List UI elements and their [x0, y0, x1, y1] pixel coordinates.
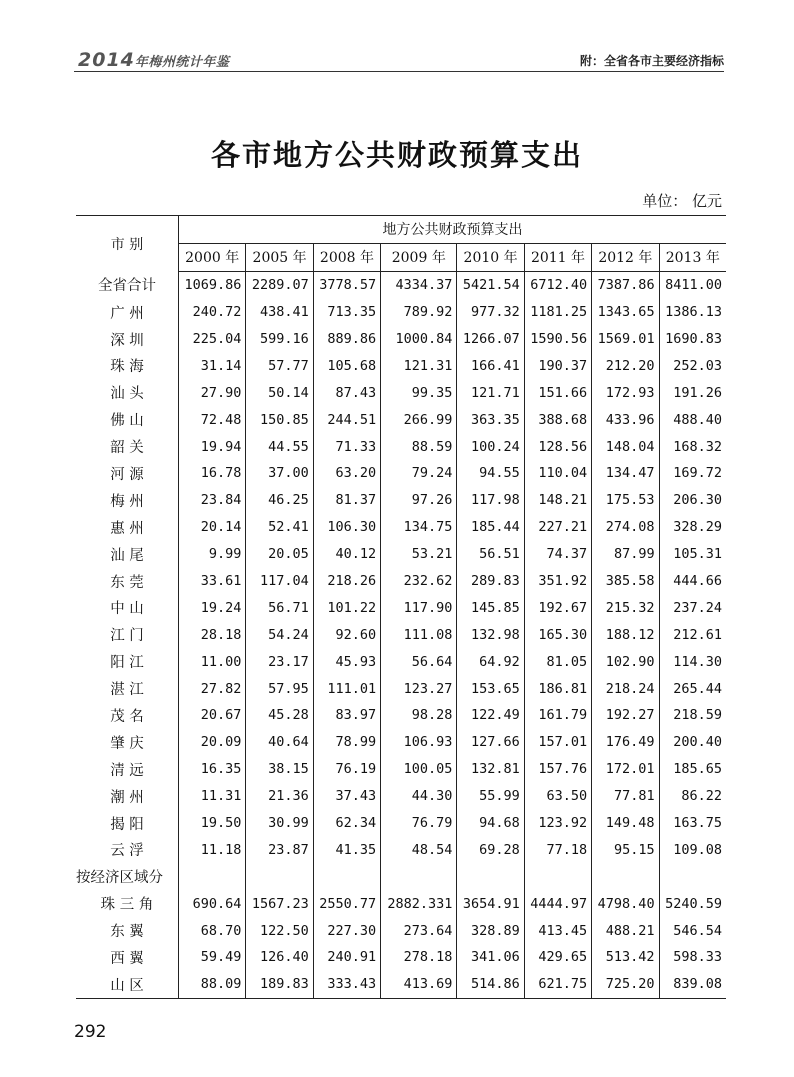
table-row: [76, 783, 726, 810]
value-cell: 621.75: [524, 971, 591, 998]
value-cell: 278.18: [381, 944, 457, 971]
row-label: 汕 尾: [76, 541, 179, 568]
year-header: 2012 年: [592, 243, 659, 271]
row-label: 茂 名: [76, 702, 179, 729]
value-cell: 123.27: [381, 675, 457, 702]
year-header: 2013 年: [659, 243, 726, 271]
empty-cell: [313, 863, 380, 890]
value-cell: 212.20: [592, 352, 659, 379]
corner-header: 市 别: [76, 216, 179, 272]
value-cell: 2882.331: [381, 890, 457, 917]
page-title: 各市地方公共财政预算支出: [210, 138, 583, 172]
value-cell: 106.93: [381, 729, 457, 756]
value-cell: 117.98: [457, 487, 524, 514]
value-cell: 100.24: [457, 433, 524, 460]
empty-cell: [592, 863, 659, 890]
table-row: [76, 326, 726, 353]
value-cell: 117.90: [381, 594, 457, 621]
value-cell: 169.72: [673, 465, 722, 482]
value-cell: 45.28: [246, 702, 313, 729]
value-cell: 444.66: [673, 573, 722, 590]
value-cell: 6712.40: [524, 271, 591, 298]
table-row: [76, 487, 726, 514]
value-cell: 127.66: [457, 729, 524, 756]
value-cell: 413.69: [381, 971, 457, 998]
value-cell: 20.14: [179, 514, 246, 541]
value-cell: 273.64: [381, 917, 457, 944]
value-cell: 188.12: [592, 621, 659, 648]
table-row: [76, 702, 726, 729]
value-cell: 50.14: [246, 379, 313, 406]
value-cell: 240.91: [313, 944, 380, 971]
value-cell: 149.48: [592, 810, 659, 837]
value-cell: 44.55: [246, 433, 313, 460]
value-cell: 145.85: [457, 594, 524, 621]
value-cell: 252.03: [673, 357, 722, 374]
value-cell: 110.04: [524, 460, 591, 487]
value-cell: 328.29: [673, 519, 722, 536]
value-cell: 94.68: [457, 810, 524, 837]
value-cell: 128.56: [524, 433, 591, 460]
year-header: 2011 年: [524, 243, 591, 271]
table-row: [76, 836, 726, 863]
value-cell: 40.64: [246, 729, 313, 756]
value-cell: 102.90: [592, 648, 659, 675]
table-row: [76, 810, 726, 837]
empty-cell: [179, 863, 246, 890]
row-label: 山 区: [76, 971, 179, 998]
value-cell: 165.30: [524, 621, 591, 648]
row-label: 江 门: [76, 621, 179, 648]
value-cell: 212.61: [673, 626, 722, 643]
table-row: [76, 271, 726, 298]
value-cell: 218.26: [313, 568, 380, 595]
value-cell: 328.89: [457, 917, 524, 944]
row-label: 揭 阳: [76, 810, 179, 837]
value-cell: 363.35: [457, 406, 524, 433]
value-cell: 186.81: [524, 675, 591, 702]
value-cell: 192.27: [592, 702, 659, 729]
value-cell: 3654.91: [457, 890, 524, 917]
value-cell: 244.51: [313, 406, 380, 433]
value-cell: 99.35: [381, 379, 457, 406]
value-cell: 176.49: [592, 729, 659, 756]
row-label: 肇 庆: [76, 729, 179, 756]
value-cell: 725.20: [592, 971, 659, 998]
value-cell: 48.54: [381, 836, 457, 863]
value-cell: 433.96: [592, 406, 659, 433]
value-cell: 713.35: [313, 299, 380, 326]
value-cell: 27.90: [179, 379, 246, 406]
value-cell: 172.01: [592, 756, 659, 783]
value-cell: 11.18: [179, 836, 246, 863]
value-cell: 266.99: [381, 406, 457, 433]
value-cell: 55.99: [457, 783, 524, 810]
table-row: [76, 568, 726, 595]
row-label: 东 莞: [76, 568, 179, 595]
table-row: [76, 541, 726, 568]
value-cell: 56.71: [246, 594, 313, 621]
value-cell: 56.64: [381, 648, 457, 675]
value-cell: 514.86: [457, 971, 524, 998]
value-cell: 8411.00: [665, 277, 722, 294]
value-cell: 2289.07: [246, 271, 313, 298]
value-cell: 23.87: [246, 836, 313, 863]
value-cell: 150.85: [246, 406, 313, 433]
value-cell: 105.68: [313, 352, 380, 379]
table-row: [76, 890, 726, 917]
value-cell: 5421.54: [457, 271, 524, 298]
empty-cell: [524, 863, 591, 890]
value-cell: 106.30: [313, 514, 380, 541]
value-cell: 168.32: [673, 438, 722, 455]
value-cell: 37.00: [246, 460, 313, 487]
value-cell: 200.40: [673, 734, 722, 751]
value-cell: 28.18: [179, 621, 246, 648]
expenditure-table: [76, 215, 726, 999]
value-cell: 227.21: [524, 514, 591, 541]
value-cell: 132.98: [457, 621, 524, 648]
value-cell: 38.15: [246, 756, 313, 783]
value-cell: 388.68: [524, 406, 591, 433]
value-cell: 57.77: [246, 352, 313, 379]
empty-cell: [381, 863, 457, 890]
value-cell: 33.61: [179, 568, 246, 595]
row-label: 河 源: [76, 460, 179, 487]
value-cell: 77.18: [524, 836, 591, 863]
row-label: 潮 州: [76, 783, 179, 810]
value-cell: 1567.23: [246, 890, 313, 917]
table-row: [76, 756, 726, 783]
value-cell: 265.44: [673, 680, 722, 697]
value-cell: 192.67: [524, 594, 591, 621]
yearbook-name: 年梅州统计年鉴: [134, 55, 230, 70]
section-label: 附：全省各市主要经济指标: [579, 54, 724, 68]
value-cell: 148.04: [592, 433, 659, 460]
value-cell: 31.14: [179, 352, 246, 379]
value-cell: 74.37: [524, 541, 591, 568]
year-header: 2009 年: [381, 243, 457, 271]
value-cell: 11.00: [179, 648, 246, 675]
value-cell: 63.50: [524, 783, 591, 810]
value-cell: 53.21: [381, 541, 457, 568]
table-row: [76, 729, 726, 756]
value-cell: 37.43: [313, 783, 380, 810]
value-cell: 63.20: [313, 460, 380, 487]
value-cell: 46.25: [246, 487, 313, 514]
table-row: [76, 406, 726, 433]
value-cell: 1000.84: [381, 326, 457, 353]
value-cell: 2550.77: [313, 890, 380, 917]
year-header: 2010 年: [457, 243, 524, 271]
table-row: [76, 944, 726, 971]
value-cell: 56.51: [457, 541, 524, 568]
value-cell: 20.05: [246, 541, 313, 568]
value-cell: 19.94: [179, 433, 246, 460]
value-cell: 117.04: [246, 568, 313, 595]
row-label: 全省合计: [76, 271, 179, 298]
value-cell: 599.16: [246, 326, 313, 353]
yearbook-title: [78, 49, 229, 71]
value-cell: 190.37: [524, 352, 591, 379]
value-cell: 977.32: [457, 299, 524, 326]
value-cell: 69.28: [457, 836, 524, 863]
value-cell: 97.26: [381, 487, 457, 514]
value-cell: 105.31: [673, 546, 722, 563]
value-cell: 189.83: [246, 971, 313, 998]
value-cell: 95.15: [592, 836, 659, 863]
value-cell: 206.30: [673, 492, 722, 509]
value-cell: 9.99: [179, 541, 246, 568]
value-cell: 185.65: [673, 761, 722, 778]
empty-cell: [457, 863, 524, 890]
value-cell: 1569.01: [592, 326, 659, 353]
table-row: [76, 917, 726, 944]
value-cell: 4798.40: [592, 890, 659, 917]
table-row: [76, 433, 726, 460]
value-cell: 191.26: [673, 384, 722, 401]
value-cell: 1266.07: [457, 326, 524, 353]
row-label: 湛 江: [76, 675, 179, 702]
running-header: [0, 0, 794, 72]
value-cell: 151.66: [524, 379, 591, 406]
group-header: 地方公共财政预算支出: [179, 216, 727, 244]
row-label: 珠 海: [76, 352, 179, 379]
value-cell: 1386.13: [665, 304, 722, 321]
row-label: 汕 头: [76, 379, 179, 406]
row-label: 惠 州: [76, 514, 179, 541]
value-cell: 54.24: [246, 621, 313, 648]
value-cell: 341.06: [457, 944, 524, 971]
row-label: 广 州: [76, 299, 179, 326]
value-cell: 88.59: [381, 433, 457, 460]
value-cell: 274.08: [592, 514, 659, 541]
table-row: [76, 594, 726, 621]
value-cell: 16.78: [179, 460, 246, 487]
row-label: 阳 江: [76, 648, 179, 675]
value-cell: 77.81: [592, 783, 659, 810]
value-cell: 57.95: [246, 675, 313, 702]
value-cell: 3778.57: [313, 271, 380, 298]
value-cell: 101.22: [313, 594, 380, 621]
row-label: 韶 关: [76, 433, 179, 460]
yearbook-year: 2014: [78, 49, 135, 71]
value-cell: 546.54: [673, 922, 722, 939]
value-cell: 87.99: [592, 541, 659, 568]
value-cell: 122.49: [457, 702, 524, 729]
value-cell: 488.21: [592, 917, 659, 944]
table-row: [76, 675, 726, 702]
value-cell: 163.75: [673, 815, 722, 832]
value-cell: 27.82: [179, 675, 246, 702]
value-cell: 839.08: [659, 971, 726, 998]
value-cell: 1343.65: [592, 299, 659, 326]
value-cell: 122.50: [246, 917, 313, 944]
value-cell: 87.43: [313, 379, 380, 406]
value-cell: 134.47: [592, 460, 659, 487]
value-cell: 83.97: [313, 702, 380, 729]
value-cell: 41.35: [313, 836, 380, 863]
value-cell: 889.86: [313, 326, 380, 353]
value-cell: 86.22: [681, 788, 722, 805]
table-header-row-1: [76, 216, 726, 244]
value-cell: 175.53: [592, 487, 659, 514]
row-label: 云 浮: [76, 836, 179, 863]
value-cell: 16.35: [179, 756, 246, 783]
table-row: [76, 352, 726, 379]
table-row: [76, 971, 726, 998]
value-cell: 76.19: [313, 756, 380, 783]
row-label: 深 圳: [76, 326, 179, 353]
value-cell: 59.49: [179, 944, 246, 971]
value-cell: 237.24: [673, 599, 722, 616]
value-cell: 240.72: [179, 299, 246, 326]
value-cell: 79.24: [381, 460, 457, 487]
value-cell: 72.48: [179, 406, 246, 433]
value-cell: 161.79: [524, 702, 591, 729]
value-cell: 100.05: [381, 756, 457, 783]
value-cell: 19.24: [179, 594, 246, 621]
value-cell: 4334.37: [381, 271, 457, 298]
year-header: 2000 年: [179, 243, 246, 271]
value-cell: 20.09: [179, 729, 246, 756]
value-cell: 20.67: [179, 702, 246, 729]
value-cell: 21.36: [246, 783, 313, 810]
row-label: 佛 山: [76, 406, 179, 433]
value-cell: 81.05: [524, 648, 591, 675]
row-label: 中 山: [76, 594, 179, 621]
value-cell: 232.62: [381, 568, 457, 595]
empty-cell: [659, 863, 726, 890]
value-cell: 98.28: [381, 702, 457, 729]
value-cell: 153.65: [457, 675, 524, 702]
value-cell: 1690.83: [665, 331, 722, 347]
value-cell: 40.12: [313, 541, 380, 568]
value-cell: 215.32: [592, 594, 659, 621]
value-cell: 76.79: [381, 810, 457, 837]
value-cell: 598.33: [673, 949, 722, 966]
row-label: 东 翼: [76, 917, 179, 944]
value-cell: 94.55: [457, 460, 524, 487]
value-cell: 68.70: [179, 917, 246, 944]
value-cell: 134.75: [381, 514, 457, 541]
value-cell: 132.81: [457, 756, 524, 783]
table-row: [76, 621, 726, 648]
value-cell: 218.24: [592, 675, 659, 702]
value-cell: 126.40: [246, 944, 313, 971]
value-cell: 289.83: [457, 568, 524, 595]
value-cell: 111.08: [381, 621, 457, 648]
table-row: [76, 460, 726, 487]
value-cell: 19.50: [179, 810, 246, 837]
value-cell: 148.21: [524, 487, 591, 514]
value-cell: 4444.97: [524, 890, 591, 917]
value-cell: 429.65: [524, 944, 591, 971]
value-cell: 413.45: [524, 917, 591, 944]
value-cell: 88.09: [179, 971, 246, 998]
value-cell: 225.04: [179, 326, 246, 353]
value-cell: 81.37: [313, 487, 380, 514]
value-cell: 121.31: [381, 352, 457, 379]
value-cell: 121.71: [457, 379, 524, 406]
value-cell: 30.99: [246, 810, 313, 837]
value-cell: 333.43: [313, 971, 380, 998]
value-cell: 45.93: [313, 648, 380, 675]
table-row: [76, 299, 726, 326]
value-cell: 218.59: [673, 707, 722, 724]
value-cell: 111.01: [313, 675, 380, 702]
unit-label: 单位： 亿元: [642, 192, 722, 210]
year-header: 2008 年: [313, 243, 380, 271]
value-cell: 109.08: [673, 841, 722, 858]
empty-cell: [246, 863, 313, 890]
row-label: 清 远: [76, 756, 179, 783]
value-cell: 64.92: [457, 648, 524, 675]
value-cell: 227.30: [313, 917, 380, 944]
value-cell: 11.31: [179, 783, 246, 810]
value-cell: 7387.86: [592, 271, 659, 298]
value-cell: 62.34: [313, 810, 380, 837]
value-cell: 23.84: [179, 487, 246, 514]
value-cell: 157.01: [524, 729, 591, 756]
value-cell: 78.99: [313, 729, 380, 756]
value-cell: 513.42: [592, 944, 659, 971]
value-cell: 44.30: [381, 783, 457, 810]
row-label: 西 翼: [76, 944, 179, 971]
value-cell: 114.30: [673, 653, 722, 670]
section-row: [76, 863, 726, 890]
year-header: 2005 年: [246, 243, 313, 271]
table-body: [76, 271, 726, 998]
value-cell: 438.41: [246, 299, 313, 326]
value-cell: 1590.56: [524, 326, 591, 353]
value-cell: 166.41: [457, 352, 524, 379]
table-row: [76, 379, 726, 406]
value-cell: 1181.25: [524, 299, 591, 326]
region-section-label: 按经济区域分: [76, 863, 179, 890]
value-cell: 23.17: [246, 648, 313, 675]
value-cell: 52.41: [246, 514, 313, 541]
value-cell: 71.33: [313, 433, 380, 460]
row-label: 珠 三 角: [76, 890, 179, 917]
value-cell: 5240.59: [665, 895, 722, 912]
value-cell: 123.92: [524, 810, 591, 837]
value-cell: 172.93: [592, 379, 659, 406]
value-cell: 92.60: [313, 621, 380, 648]
header-rule: [74, 71, 724, 72]
value-cell: 185.44: [457, 514, 524, 541]
value-cell: 690.64: [179, 890, 246, 917]
value-cell: 488.40: [673, 411, 722, 428]
row-label: 梅 州: [76, 487, 179, 514]
value-cell: 1069.86: [179, 271, 246, 298]
table-row: [76, 648, 726, 675]
value-cell: 157.76: [524, 756, 591, 783]
value-cell: 385.58: [592, 568, 659, 595]
value-cell: 351.92: [524, 568, 591, 595]
value-cell: 789.92: [381, 299, 457, 326]
table-row: [76, 514, 726, 541]
page-number: 292: [74, 1022, 107, 1042]
